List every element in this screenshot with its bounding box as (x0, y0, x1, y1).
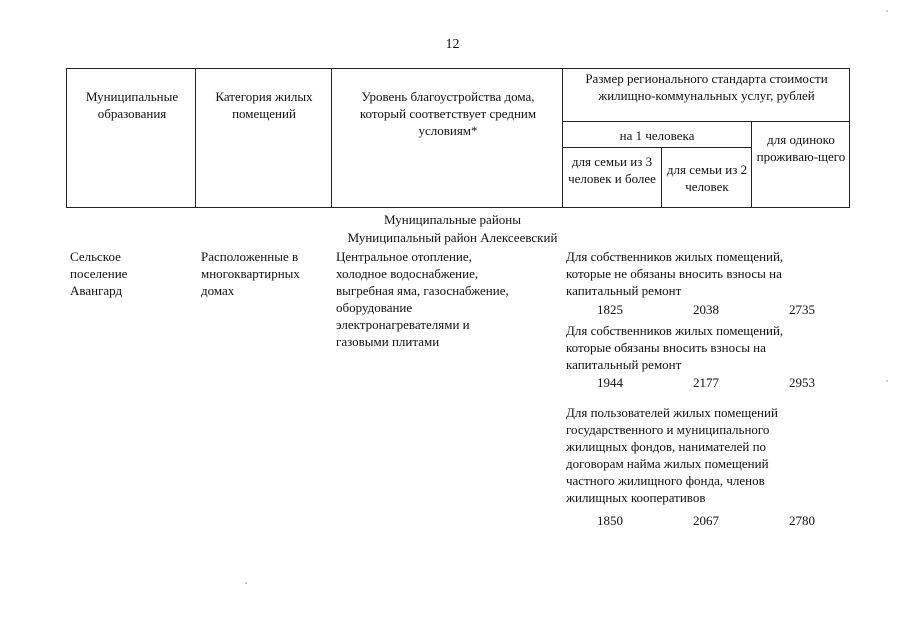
comfort-description: Центральное отопление, холодное водоснабжение, выгребная яма, газоснабжение, оборудование электронагревателями и газовыми плитами (336, 249, 509, 349)
header-family2: для семьи из 2 человек (666, 162, 748, 194)
header-category: Категория жилых помещений (215, 89, 313, 121)
value-family3: 1944 (597, 375, 623, 390)
divider (331, 69, 332, 207)
page-number: 12 (445, 37, 460, 52)
scan-speck (886, 10, 888, 12)
table-header (66, 68, 850, 208)
district-title: Муниципальный район Алексеевский (347, 230, 558, 245)
value-family2: 2177 (693, 375, 719, 390)
value-single: 2780 (789, 513, 815, 528)
group-label: Для собственников жилых помещений, которые не обязаны вносить взносы на капитальный ремонт (566, 249, 784, 298)
header-municipality: Муниципальные образования (85, 89, 179, 121)
scan-speck (886, 380, 888, 382)
value-family2: 2038 (693, 302, 719, 317)
value-family3: 1850 (597, 513, 623, 528)
group-label: Для собственников жилых помещений, которые обязаны вносить взносы на капитальный ремонт (566, 323, 784, 372)
divider (661, 147, 662, 207)
divider (562, 121, 849, 122)
header-per-person: на 1 человека (619, 128, 695, 143)
divider (562, 69, 563, 207)
divider (562, 147, 751, 148)
value-family3: 1825 (597, 302, 623, 317)
header-single: для одиноко проживаю-щего (756, 132, 846, 164)
header-family3: для семьи из 3 человек и более (568, 154, 656, 186)
scan-speck (245, 582, 247, 584)
value-single: 2953 (789, 375, 815, 390)
divider (751, 121, 752, 207)
header-standard: Размер регионального стандарта стоимости жилищно-коммунальных услуг, рублей (585, 71, 828, 103)
header-comfort: Уровень благоустройства дома, который соответствует средним условиям* (359, 89, 537, 138)
municipality-name: Сельское поселение Авангард (70, 249, 128, 298)
section-title: Муниципальные районы (384, 212, 521, 227)
value-single: 2735 (789, 302, 815, 317)
divider (195, 69, 196, 207)
group-label: Для пользователей жилых помещений государственного и муниципального жилищных фондов, нанимателей по договорам найма жилых помещений частного жилищного фонда, членов жилищных кооперативов (566, 405, 778, 505)
category-name: Расположенные в многоквартирных домах (201, 249, 300, 298)
value-family2: 2067 (693, 513, 719, 528)
